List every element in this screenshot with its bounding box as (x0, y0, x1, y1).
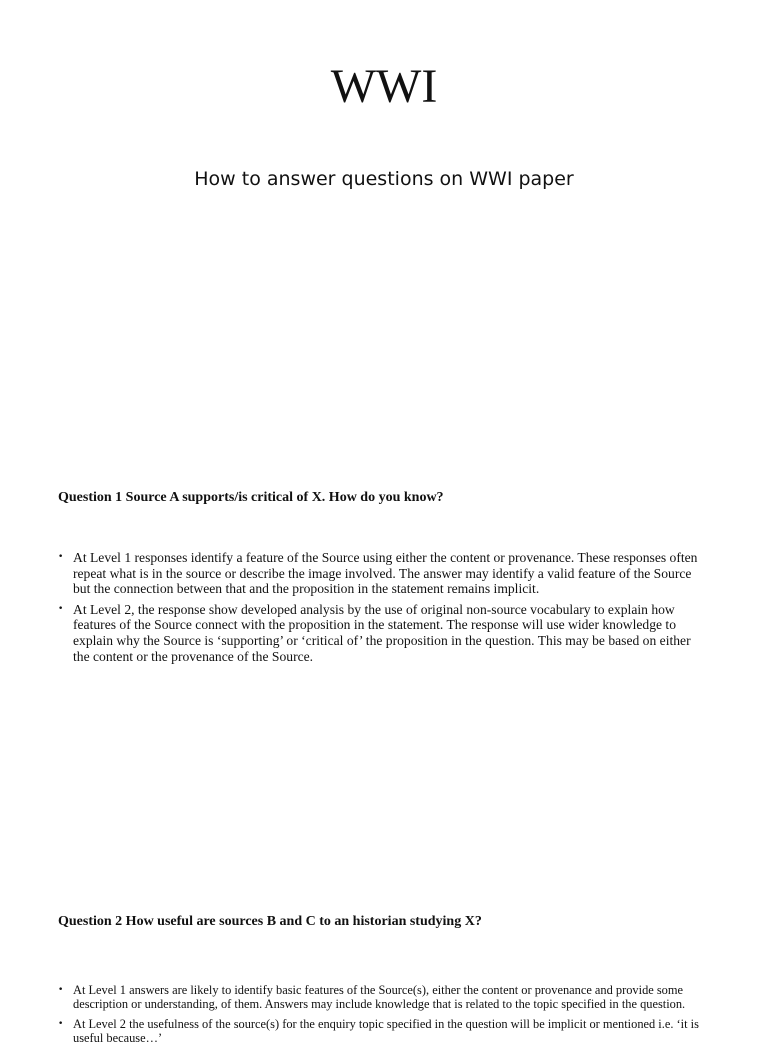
document-title: WWI (330, 60, 438, 113)
bullet-icon: • (58, 552, 64, 562)
question-1-heading: Question 1 Source A supports/is critical of X. How do you know? (58, 490, 444, 505)
bullet-icon: • (58, 1018, 64, 1029)
bullet-icon: • (58, 985, 64, 995)
question-2-bullet-level-1 (58, 983, 704, 1012)
document-subtitle: How to answer questions on WWI paper (194, 168, 574, 190)
question-1-bullet-level-1 (58, 550, 704, 597)
bullet-text: At Level 2, the response show developed analysis by the use of original non-source vocabulary to explain how features of the Source connect with the proposition in the statement. The response will use wider knowledge to explain why the Source is ‘supporting’ or ‘critical of’ the proposition in the question. This may be based on either the content or the provenance of the Source. (73, 601, 691, 664)
question-2-bullet-list (58, 983, 704, 1051)
question-1-bullet-level-2 (58, 602, 704, 664)
question-2-heading: Question 2 How useful are sources B and C to an historian studying X? (58, 914, 482, 929)
bullet-text: At Level 1 responses identify a feature of the Source using either the content or provenance. These responses often repeat what is in the source or describe the image involved. The answer may identify a valid feature of the Source but the connection between that and the proposition in the statement remains implicit. (73, 550, 698, 597)
bullet-text: At Level 1 answers are likely to identify basic features of the Source(s), either the content or provenance and provide some description or understanding, of them. Answers may include knowledge that is related to the topic specified in the question. (73, 983, 686, 1012)
question-2-bullet-level-2 (58, 1017, 704, 1046)
bullet-icon: • (58, 603, 64, 614)
question-1-bullet-list (58, 550, 704, 669)
bullet-text: At Level 2 the usefulness of the source(s) for the enquiry topic specified in the question will be implicit or mentioned i.e. ‘it is useful because…’ (73, 1016, 699, 1046)
